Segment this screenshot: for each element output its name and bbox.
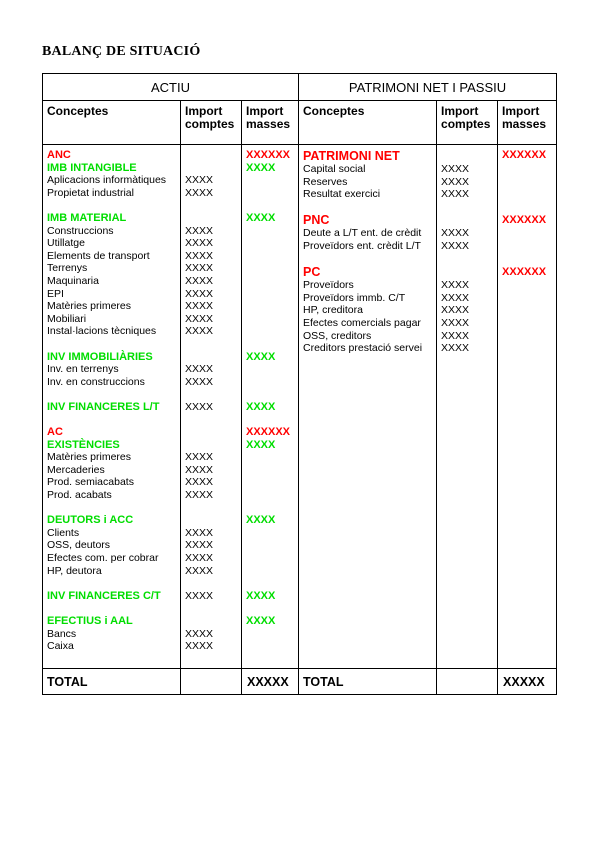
amount: XXXX <box>185 186 214 199</box>
list-item: OSS, creditors <box>303 329 372 342</box>
amount: XXXX <box>185 489 214 502</box>
inv-fin-ct-heading: INV FINANCERES C/T <box>47 589 161 602</box>
list-item: HP, deutora <box>47 564 102 577</box>
total-passiu-value: XXXXX <box>498 669 557 695</box>
amount: XXXX <box>185 325 214 338</box>
amount: XXXX <box>185 640 214 653</box>
amount: XXXX <box>185 463 214 476</box>
list-item: Inv. en construccions <box>47 375 145 388</box>
list-item: Clients <box>47 526 80 539</box>
actiu-masses-cell <box>242 145 299 669</box>
actiu-header: ACTIU <box>43 74 299 101</box>
amount: XXXX <box>185 274 214 287</box>
passiu-conceptes-cell <box>299 145 437 669</box>
list-item: Aplicacions informàtiques <box>47 174 167 187</box>
amount: XXXX <box>185 539 214 552</box>
list-item: HP, creditora <box>303 304 363 317</box>
list-item: Proveïdors <box>303 279 354 292</box>
inv-fin-lt-heading: INV FINANCERES L/T <box>47 400 160 413</box>
list-item: Efectes comercials pagar <box>303 316 421 329</box>
existencies-heading: EXISTÈNCIES <box>47 438 120 451</box>
total-comptes-passiu <box>437 669 498 695</box>
list-item: Propietat industrial <box>47 186 134 199</box>
amount: XXXX <box>185 224 214 237</box>
amount: XXXX <box>441 163 470 175</box>
amount: XXXX <box>441 188 470 201</box>
list-item: Bancs <box>47 627 77 640</box>
list-item: Matèries primeres <box>47 451 132 464</box>
list-item: Mobiliari <box>47 312 87 325</box>
inv-fin-ct-mass: XXXX <box>246 589 276 602</box>
existencies-mass: XXXX <box>246 438 276 451</box>
amount: XXXX <box>441 279 470 292</box>
list-item: Reserves <box>303 175 348 188</box>
amount: XXXX <box>185 564 214 577</box>
pc-heading: PC <box>303 265 321 280</box>
amount: XXXX <box>185 627 214 640</box>
ac-mass: XXXXXX <box>246 426 291 439</box>
amount: XXXX <box>441 227 470 240</box>
pn-heading: PATRIMONI NET <box>303 149 400 163</box>
amount: XXXX <box>185 312 214 325</box>
amount: XXXX <box>185 526 214 539</box>
amount: XXXX <box>185 589 214 602</box>
efectius-heading: EFECTIUS i AAL <box>47 614 133 627</box>
total-label-actiu: TOTAL <box>43 669 181 695</box>
list-item: Mercaderies <box>47 463 105 476</box>
list-item: Deute a L/T ent. de crèdit <box>303 227 422 240</box>
list-item: OSS, deutors <box>47 539 111 552</box>
actiu-conceptes-cell <box>43 145 181 669</box>
amount: XXXX <box>185 287 214 300</box>
list-item: Proveïdors immb. C/T <box>303 291 406 304</box>
list-item: Construccions <box>47 224 114 237</box>
page-title: BALANÇ DE SITUACIÓ <box>42 44 201 59</box>
amount: XXXX <box>185 552 214 564</box>
pnc-heading: PNC <box>303 213 330 228</box>
pn-mass: XXXXXX <box>502 149 547 161</box>
list-item: EPI <box>47 287 64 300</box>
list-item: Resultat exercici <box>303 188 381 201</box>
amount: XXXX <box>185 375 214 388</box>
total-actiu-value: XXXXX <box>242 669 299 695</box>
col-import-comptes-actiu: Import comptes <box>181 101 242 145</box>
list-item: Instal·lacions tècniques <box>47 325 157 338</box>
amount: XXXX <box>441 239 470 252</box>
list-item: Inv. en terrenys <box>47 363 119 376</box>
col-conceptes-actiu: Conceptes <box>43 101 181 145</box>
amount: XXXX <box>441 342 470 355</box>
amount: XXXX <box>441 304 470 317</box>
inv-immob-mass: XXXX <box>246 350 276 363</box>
amount: XXXX <box>185 300 214 313</box>
inv-immob-heading: INV IMMOBILIÀRIES <box>47 350 153 363</box>
imb-material-heading: IMB MATERIAL <box>47 211 127 224</box>
deutors-mass: XXXX <box>246 514 276 527</box>
list-item: Capital social <box>303 163 366 175</box>
list-item: Creditors prestació servei <box>303 342 423 355</box>
col-import-comptes-passiu: Import comptes <box>437 101 498 145</box>
anc-mass: XXXXXX <box>246 149 291 161</box>
total-label-passiu: TOTAL <box>299 669 437 695</box>
list-item: Terrenys <box>47 262 88 275</box>
deutors-heading: DEUTORS i ACC <box>47 514 134 527</box>
imb-intangible-mass: XXXX <box>246 161 276 174</box>
list-item: Efectes com. per cobrar <box>47 552 159 564</box>
inv-fin-lt-mass: XXXX <box>246 400 276 413</box>
amount: XXXX <box>185 262 214 275</box>
actiu-comptes-cell <box>181 145 242 669</box>
amount: XXXX <box>441 291 470 304</box>
anc-heading: ANC <box>47 149 71 161</box>
pc-mass: XXXXXX <box>502 265 547 278</box>
col-import-masses-actiu: Import masses <box>242 101 299 145</box>
amount: XXXX <box>185 476 214 489</box>
imb-material-mass: XXXX <box>246 211 276 224</box>
list-item: Proveïdors ent. crèdit L/T <box>303 239 421 252</box>
passiu-comptes-cell <box>437 145 498 669</box>
balance-sheet-table <box>42 73 557 695</box>
efectius-mass: XXXX <box>246 614 276 627</box>
amount: XXXX <box>441 175 470 188</box>
list-item: Prod. acabats <box>47 489 112 502</box>
imb-intangible-heading: IMB INTANGIBLE <box>47 161 137 174</box>
list-item: Utillatge <box>47 237 85 250</box>
list-item: Prod. semiacabats <box>47 476 134 489</box>
col-import-masses-passiu: Import masses <box>498 101 557 145</box>
pnc-mass: XXXXXX <box>502 213 547 226</box>
passiu-masses-cell <box>498 145 557 669</box>
list-item: Caixa <box>47 640 74 653</box>
ac-heading: AC <box>47 426 63 439</box>
amount: XXXX <box>185 400 214 413</box>
col-conceptes-passiu: Conceptes <box>299 101 437 145</box>
amount: XXXX <box>185 249 214 262</box>
amount: XXXX <box>185 237 214 250</box>
list-item: Maquinaria <box>47 274 99 287</box>
amount: XXXX <box>441 329 470 342</box>
passiu-header: PATRIMONI NET I PASSIU <box>299 74 557 101</box>
amount: XXXX <box>185 451 214 464</box>
amount: XXXX <box>185 174 214 187</box>
amount: XXXX <box>185 363 214 376</box>
total-comptes-actiu <box>181 669 242 695</box>
list-item: Matèries primeres <box>47 300 132 313</box>
list-item: Elements de transport <box>47 249 150 262</box>
amount: XXXX <box>441 316 470 329</box>
